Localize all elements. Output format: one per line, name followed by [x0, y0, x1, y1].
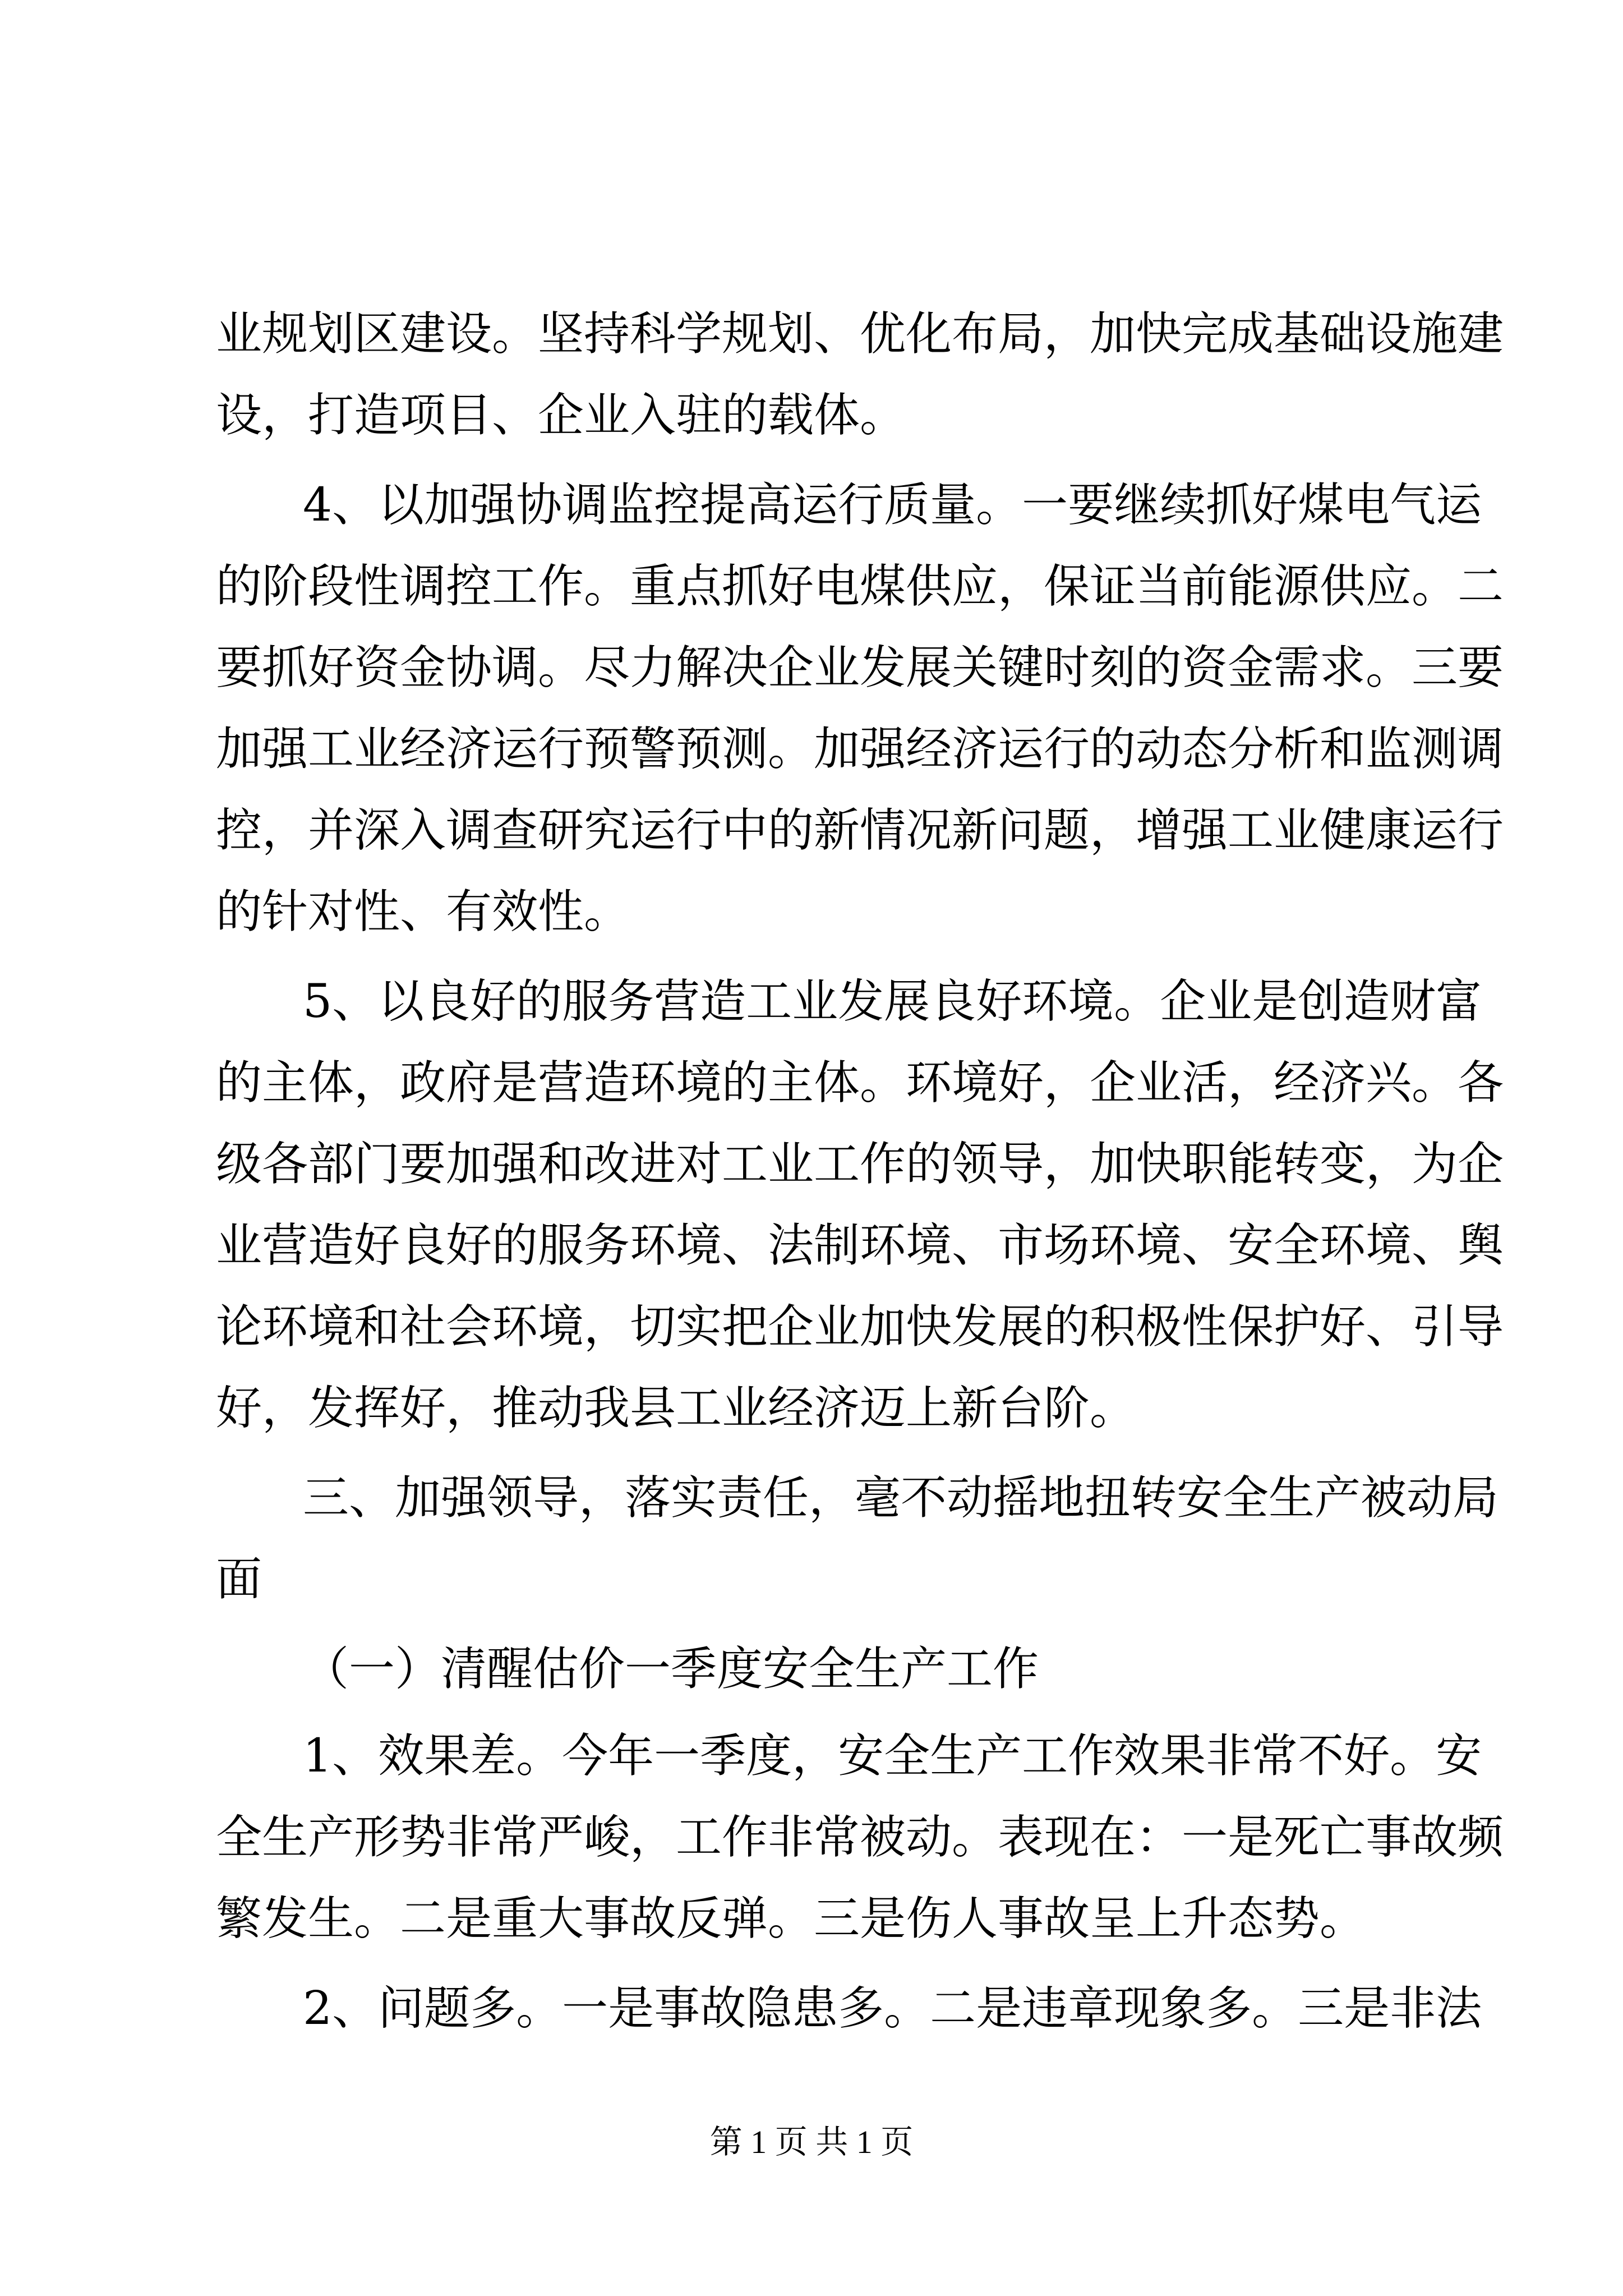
text-line: 加强工业经济运行预警预测。加强经济运行的动态分析和监测调: [216, 723, 1504, 776]
text-line: 面: [216, 1553, 262, 1606]
text-line: 1、效果差。今年一季度，安全生产工作效果非常不好。安: [303, 1729, 1482, 1783]
text-line: 论环境和社会环境，切实把企业加快发展的积极性保护好、引导: [216, 1300, 1504, 1354]
text-line: 全生产形势非常严峻，工作非常被动。表现在：一是死亡事故频: [216, 1811, 1504, 1864]
text-line: 级各部门要加强和改进对工业工作的领导，加快职能转变，为企: [216, 1138, 1504, 1191]
text-line: 设，打造项目、企业入驻的载体。: [216, 389, 906, 442]
text-line: 2、问题多。一是事故隐患多。二是违章现象多。三是非法: [303, 1982, 1482, 2035]
section-heading: （一）清醒估价一季度安全生产工作: [303, 1642, 1039, 1696]
text-line: 5、以良好的服务营造工业发展良好环境。企业是创造财富: [303, 975, 1482, 1028]
text-line: 业规划区建设。坚持科学规划、优化布局，加快完成基础设施建: [216, 307, 1504, 361]
text-line: 业营造好良好的服务环境、法制环境、市场环境、安全环境、舆: [216, 1219, 1504, 1272]
text-line: 要抓好资金协调。尽力解决企业发展关键时刻的资金需求。三要: [216, 641, 1504, 694]
text-line: 繁发生。二是重大事故反弹。三是伤人事故呈上升态势。: [216, 1892, 1366, 1945]
page-number-footer: 第 1 页 共 1 页: [709, 2124, 914, 2160]
text-line: 好，发挥好，推动我县工业经济迈上新台阶。: [216, 1382, 1136, 1435]
text-line: 的主体，政府是营造环境的主体。环境好，企业活，经济兴。各: [216, 1056, 1504, 1110]
text-line: 4、以加强协调监控提高运行质量。一要继续抓好煤电气运: [303, 478, 1482, 532]
text-line: 三、加强领导，落实责任，毫不动摇地扭转安全生产被动局: [303, 1471, 1499, 1525]
text-line: 的阶段性调控工作。重点抓好电煤供应，保证当前能源供应。二: [216, 560, 1504, 613]
text-line: 的针对性、有效性。: [216, 885, 630, 938]
text-line: 控，并深入调查研究运行中的新情况新问题，增强工业健康运行: [216, 804, 1504, 857]
